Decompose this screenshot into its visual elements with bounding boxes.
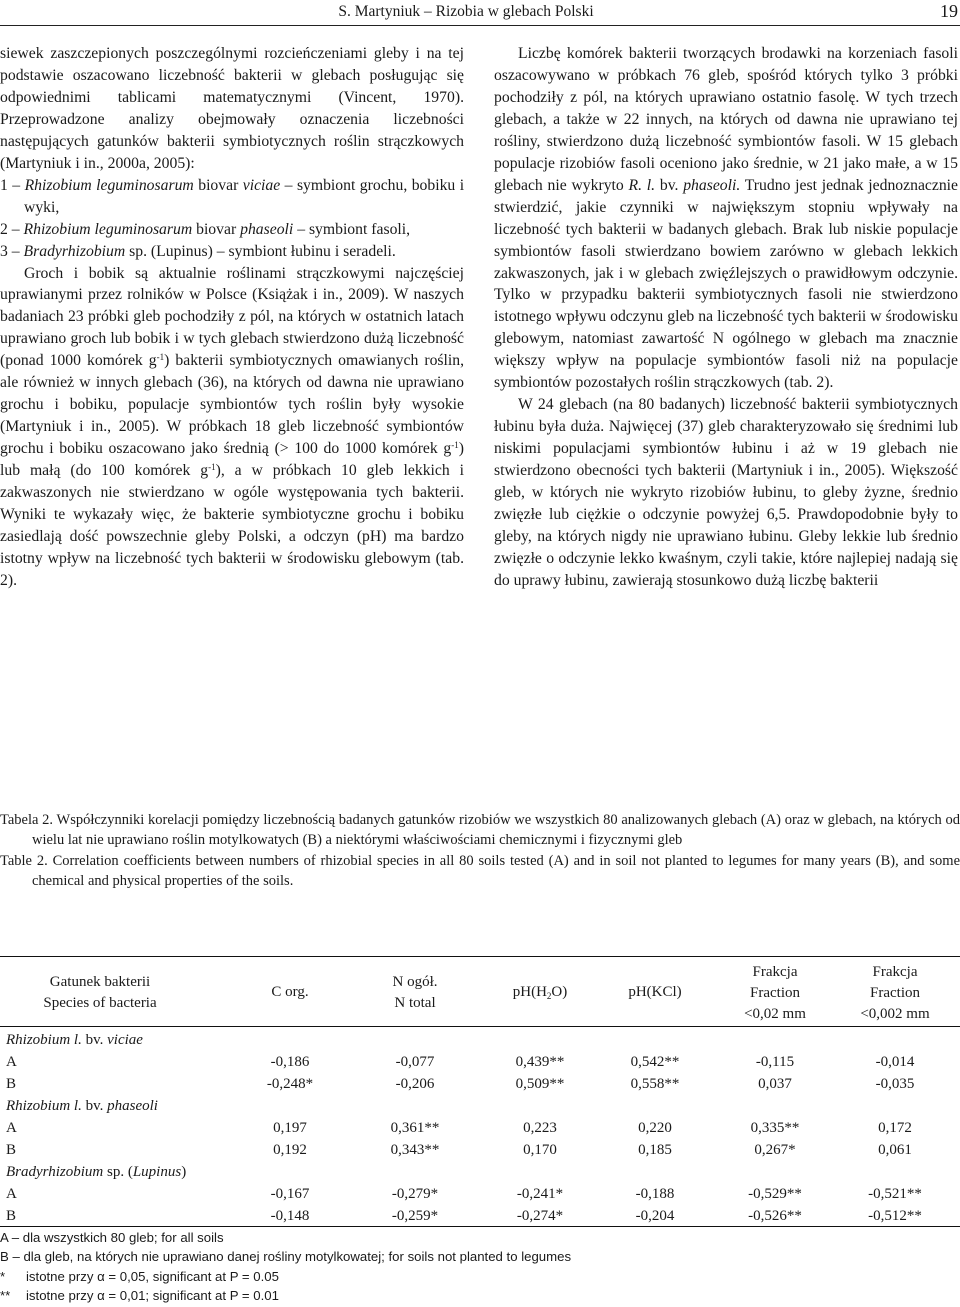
table-cell: -0,035 — [875, 1076, 915, 1092]
table-cell: 0,267* — [754, 1142, 796, 1158]
table-cell: 0,343** — [390, 1142, 440, 1158]
table-cell: 0,361** — [390, 1120, 440, 1136]
table-cell: 0,061 — [878, 1142, 912, 1158]
header-fraction-002: Frakcja Fraction <0,02 mm — [744, 964, 806, 1022]
left-paragraph-1: siewek zaszczepionych poszczególnymi rozcieńczeniami gleby i na tej podstawie oszacowano liczebność bakterii w glebach posługując się odpowiednimi tablicami matematycznymi (Vincent, 1970). Przeprowadzone analizy obejmowały oznaczenia liczebności następujących gatunków bakterii symbiotycznych roślin strączkowych (Martyniuk i in., 2000a, 2005): — [0, 45, 464, 172]
table-cell: -0,529** — [748, 1186, 802, 1202]
table-cell: 0,439** — [515, 1054, 565, 1070]
table-cell: 0,170 — [523, 1142, 557, 1158]
table-cell: -0,279* — [391, 1186, 439, 1202]
table-top-rule — [0, 956, 960, 957]
header-fraction-0002: Frakcja Fraction <0,002 mm — [860, 964, 930, 1022]
header-ph-kcl: pH(KCl) — [628, 984, 682, 1000]
species-list-item-1: 1 – Rhizobium leguminosarum biovar viciae – symbiont grochu, bobiku i wyki, — [0, 176, 465, 216]
table-cell: 0,185 — [638, 1142, 672, 1158]
header-species: Gatunek bakterii Species of bacteria — [43, 974, 157, 1011]
row-label: A — [6, 1054, 17, 1070]
species-list-item-3: 3 – Bradyrhizobium sp. (Lupinus) – symbiont łubinu i seradeli. — [0, 242, 396, 260]
species-list-item-2: 2 – Rhizobium leguminosarum biovar phaseoli – symbiont fasoli, — [0, 220, 411, 238]
table-cell: 0,558** — [630, 1076, 680, 1092]
table-cell: -0,259* — [391, 1208, 439, 1224]
note-a: A – dla wszystkich 80 gleb; for all soils — [0, 1230, 224, 1245]
table-caption — [0, 810, 960, 892]
header-rule — [0, 25, 960, 26]
table-cell: -0,014 — [875, 1054, 915, 1070]
page-number: 19 — [940, 1, 958, 21]
left-column — [0, 43, 464, 592]
table-cell: -0,188 — [635, 1186, 675, 1202]
table-cell: -0,248* — [266, 1076, 314, 1092]
table-cell: 0,220 — [638, 1120, 672, 1136]
table-cell: 0,192 — [273, 1142, 307, 1158]
table-row — [0, 1139, 960, 1161]
table-cell: -0,115 — [755, 1054, 795, 1070]
note-significance-005: * istotne przy α = 0,05, significant at P = 0.05 — [0, 1268, 279, 1284]
row-label: B — [6, 1076, 17, 1092]
header-corg: C org. — [271, 984, 309, 1000]
caption-polish: Tabela 2. Współczynniki korelacji pomiędzy liczebnością badanych gatunków rizobiów we wszystkich 80 analizowanych glebach (A) oraz w glebach, na których od wielu lat nie uprawiano roślin motylkowatych (B) a niektórymi właściwościami chemicznymi i fizycznymi gleb — [0, 812, 960, 849]
table-row — [0, 1117, 960, 1139]
table-header-rule — [0, 1026, 960, 1027]
table-cell: 0,542** — [630, 1054, 680, 1070]
note-b: B – dla gleb, na których nie uprawiano danej rośliny motylkowatej; for soils not planted to legumes — [0, 1249, 572, 1265]
table-row — [0, 1051, 960, 1073]
table-group-label: Rhizobium l. bv. phaseoli — [6, 1098, 158, 1114]
table-cell: -0,241* — [516, 1186, 564, 1202]
table-cell: 0,509** — [515, 1076, 565, 1092]
header-ph-h2o: $pH(H_2O)$ — [512, 984, 568, 1001]
table-cell: 0,037 — [758, 1076, 792, 1092]
right-column — [494, 43, 958, 592]
table-cell: -0,148 — [270, 1208, 310, 1224]
right-paragraph-2: W 24 glebach (na 80 badanych) liczebność bakterii symbiotycznych łubinu była duża. Najwięcej (37) gleb charakteryzowało się średnimi lub niskimi populacjami symbiontów łubinu i aż w 19 glebach nie stwierdzono obecności tych bakterii (Martyniuk i in., 2005). Większość gleb, w których nie wykryto rizobiów łubinu, to gleby żyzne, średnio zwięzłe lub ciężkie o odczynie powyżej 6,5. Prawdopodobnie były to gleby, na których nigdy nie uprawiano łubinu. Gleby lekkie lub średnio zwięzłe o odczynie lekko kwaśnym, czyli takie, które najlepiej nadają się do uprawy łubinu, zawierają stosunkowo dużą liczbę bakterii — [494, 396, 958, 589]
table-cell: -0,204 — [635, 1208, 675, 1224]
row-label: A — [6, 1120, 17, 1136]
table-row — [0, 1183, 960, 1205]
table-cell: -0,167 — [270, 1186, 310, 1202]
row-label: B — [6, 1208, 17, 1224]
table-row — [0, 1205, 960, 1227]
table-bottom-rule — [0, 1226, 960, 1227]
table-cell: -0,077 — [395, 1054, 435, 1070]
table-group-label: Bradyrhizobium sp. (Lupinus) — [6, 1164, 187, 1180]
table-cell: -0,274* — [516, 1208, 564, 1224]
caption-english: Table 2. Correlation coefficients between numbers of rhizobial species in all 80 soils tested (A) and in soil not planted to legumes for many years (B), and some chemical and physical properties of the soils. — [0, 852, 960, 890]
right-paragraph-1: Liczbę komórek bakterii tworzących brodawki na korzeniach fasoli oszacowywano w próbkach 76 gleb, spośród których tylko 3 próbki pochodziły z pól, na których uprawiano ostatnio fasolę. W tych trzech glebach, a także w 22 innych, na których od dawna nie uprawiano tej rośliny, stwierdzono dużą liczebność symbiontów fasoli. W 15 glebach populacje rizobiów fasoli oceniono jako średnie, w 21 jako małe, a w 15 glebach nie wykryto R. l. bv. phaseoli. Trudno jest jednak jednoznacznie stwierdzić, jakie czynniki w największym stopniu wpływały na liczebność tych bakterii w badanych glebach. Brak lub niskie populacje symbiontów fasoli stwierdzano bowiem zarówno w glebach lekkich zakwaszonych, jak i w glebach zwięźlejszych o prawidłowym odczynie. Tylko w przypadku bakterii symbiotycznych fasoli nie stwierdzono istotnego wpływu odczynu gleb na liczebność tych bakterii w środowisku glebowym, natomiast zawartość N ogólnego w glebach ma znacznie większy wpływ na populacje symbiontów fasoli niż na populacje symbiontów pozostałych roślin strączkowych (tab. 2). — [494, 45, 959, 392]
table-cell: 0,197 — [273, 1120, 307, 1136]
table-cell: -0,512** — [868, 1208, 922, 1224]
table-cell: -0,521** — [868, 1186, 922, 1202]
table-cell: -0,526** — [748, 1208, 802, 1224]
note-significance-001: ** istotne przy α = 0,01; significant at P = 0.01 — [0, 1287, 279, 1303]
left-paragraph-2: Groch i bobik są aktualnie roślinami strączkowymi najczęściej uprawianymi przez rolników w Polsce (Książak i in., 2009). W naszych badaniach 23 próbki gleb pochodziły z pól, na których w ostatnich latach uprawiano groch lub bobik i w tych glebach stwierdzono dużą liczebność (ponad 1000 komórek $g^{-1}$) bakterii symbiotycznych omawianych roślin, ale również w innych glebach (36), na których od dawna nie uprawiano grochu i bobiku, populacje symbiontów tych roślin były wysokie (Martyniuk i in., 2005). W próbkach 18 gleb liczebność symbiontów grochu i bobiku oszacowano jako średnią (> 100 do 1000 komórek $g^{-1}$) lub małą (do 100 komórek $g^{-1}$), a w próbkach 10 gleb lekkich i zakwaszonych nie stwierdzano w ogóle występowania tych bakterii. Wyniki te wykazały więc, że bakterie symbiotyczne grochu i bobiku zasiedlają dość powszechnie gleby Polski, a odczyn (pH) ma bardzo istotny wpływ na liczebność tych bakterii w środowisku glebowym (tab. 2). — [0, 264, 465, 589]
table-group-label: Rhizobium l. bv. viciae — [6, 1032, 143, 1048]
table-notes — [0, 1228, 960, 1305]
table-cell: -0,206 — [395, 1076, 435, 1092]
table-cell: 0,335** — [750, 1120, 800, 1136]
row-label: A — [6, 1186, 17, 1202]
row-label: B — [6, 1142, 17, 1158]
table-cell: -0,186 — [270, 1054, 310, 1070]
table-cell: 0,223 — [523, 1120, 557, 1136]
table-row — [0, 1073, 960, 1095]
page-header — [0, 0, 960, 26]
table-cell: 0,172 — [878, 1120, 912, 1136]
header-ntotal: N ogół. N total — [392, 974, 438, 1011]
running-title: S. Martyniuk – Rizobia w glebach Polski — [338, 3, 594, 20]
